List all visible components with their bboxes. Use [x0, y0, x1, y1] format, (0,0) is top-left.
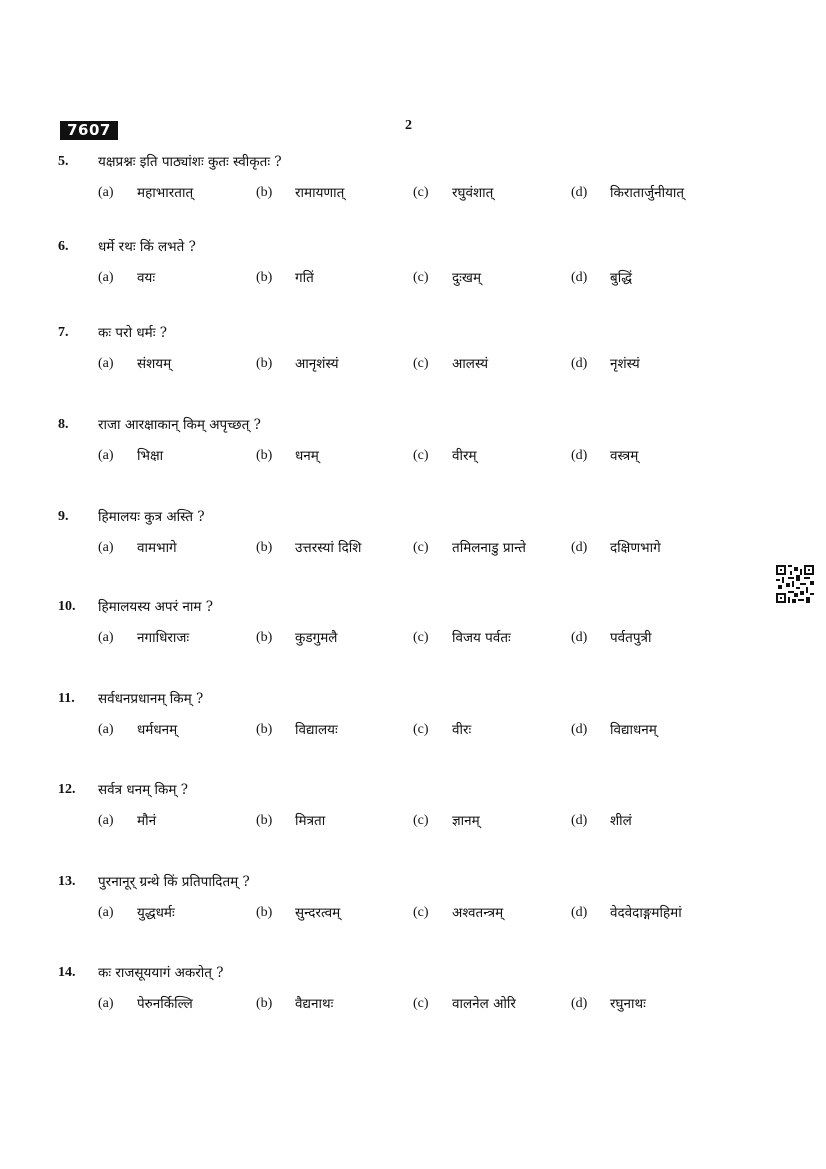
question-item: [0, 238, 826, 298]
option-text: अश्वतन्त्रम्: [452, 905, 504, 921]
option-text: धर्मधनम्: [137, 722, 178, 738]
option-text: तमिलनाडु प्रान्ते: [452, 540, 526, 556]
question-text: राजा आरक्षाकान् किम् अपृच्छत् ?: [98, 417, 261, 433]
option-label: (d): [571, 270, 588, 285]
option-text: रामायणात्: [295, 185, 345, 201]
option-text: आनृशंस्यं: [295, 356, 339, 372]
option-label: (a): [98, 630, 114, 645]
option-text: नगाधिराजः: [137, 630, 190, 646]
question-number: 12.: [58, 782, 76, 797]
question-number: 8.: [58, 417, 69, 432]
question-item: [0, 690, 826, 750]
option-text: शीलं: [610, 813, 632, 829]
question-number: 5.: [58, 154, 69, 169]
option-label: (c): [413, 813, 429, 828]
option-label: (b): [256, 813, 273, 828]
question-text: कः राजसूययागं अकरोत् ?: [98, 965, 224, 981]
option-label: (b): [256, 356, 273, 371]
option-text: ज्ञानम्: [452, 813, 480, 829]
option-label: (a): [98, 356, 114, 371]
option-label: (c): [413, 630, 429, 645]
question-text: सर्वत्र धनम् किम् ?: [98, 782, 189, 798]
option-label: (c): [413, 996, 429, 1011]
option-label: (a): [98, 813, 114, 828]
question-item: [0, 324, 826, 384]
option-text: पर्वतपुत्री: [610, 630, 652, 646]
question-text: धर्मे रथः किं लभते ?: [98, 239, 196, 255]
option-text: युद्धधर्मः: [137, 905, 175, 921]
option-label: (a): [98, 540, 114, 555]
question-item: [0, 598, 826, 658]
option-label: (d): [571, 996, 588, 1011]
option-text: वैद्यनाथः: [295, 996, 334, 1012]
option-label: (c): [413, 540, 429, 555]
paper-code-badge: 7607: [60, 121, 118, 140]
option-label: (b): [256, 185, 273, 200]
option-text: रघुवंशात्: [452, 185, 494, 201]
question-text: हिमालयः कुत्र अस्ति ?: [98, 509, 205, 525]
option-label: (d): [571, 905, 588, 920]
option-text: वालनेल ओरि: [452, 996, 516, 1012]
option-text: मित्रता: [295, 813, 326, 829]
option-label: (b): [256, 270, 273, 285]
option-label: (a): [98, 185, 114, 200]
option-label: (c): [413, 448, 429, 463]
option-text: संशयम्: [137, 356, 172, 372]
option-text: वेदवेदाङ्गमहिमां: [610, 905, 682, 921]
option-text: भिक्षा: [137, 448, 164, 464]
question-item: [0, 508, 826, 568]
option-label: (d): [571, 813, 588, 828]
question-text: पुरनानूर् ग्रन्थे किं प्रतिपादितम् ?: [98, 874, 250, 890]
option-text: वीरः: [452, 722, 472, 738]
option-label: (b): [256, 905, 273, 920]
qr-code-icon: [776, 565, 814, 603]
option-label: (a): [98, 722, 114, 737]
question-item: [0, 964, 826, 1024]
option-text: वामभागे: [137, 540, 177, 556]
option-label: (b): [256, 996, 273, 1011]
option-label: (b): [256, 722, 273, 737]
option-text: पेरुनर्किल्लि: [137, 996, 193, 1012]
option-text: विजय पर्वतः: [452, 630, 511, 646]
option-text: बुद्धिं: [610, 270, 632, 286]
option-text: वस्त्रम्: [610, 448, 639, 464]
option-label: (a): [98, 448, 114, 463]
question-number: 11.: [58, 691, 75, 706]
option-label: (c): [413, 722, 429, 737]
option-label: (a): [98, 996, 114, 1011]
option-label: (c): [413, 905, 429, 920]
question-number: 13.: [58, 874, 76, 889]
option-label: (d): [571, 356, 588, 371]
question-text: कः परो धर्मः ?: [98, 325, 167, 341]
option-text: नृशंस्यं: [610, 356, 640, 372]
option-label: (a): [98, 270, 114, 285]
question-text: हिमालयस्य अपरं नाम ?: [98, 599, 213, 615]
option-label: (d): [571, 185, 588, 200]
option-text: आलस्यं: [452, 356, 489, 372]
option-text: गतिं: [295, 270, 314, 286]
question-number: 14.: [58, 965, 76, 980]
question-number: 10.: [58, 599, 76, 614]
option-text: वीरम्: [452, 448, 477, 464]
option-label: (d): [571, 630, 588, 645]
option-label: (d): [571, 540, 588, 555]
option-text: धनम्: [295, 448, 319, 464]
page-number: 2: [405, 118, 412, 133]
option-text: दुःखम्: [452, 270, 482, 286]
option-text: विद्याधनम्: [610, 722, 657, 738]
option-label: (c): [413, 185, 429, 200]
option-text: मौनं: [137, 813, 157, 829]
option-label: (c): [413, 270, 429, 285]
option-text: किरातार्जुनीयात्: [610, 185, 685, 201]
option-label: (a): [98, 905, 114, 920]
option-text: उत्तरस्यां दिशि: [295, 540, 362, 556]
option-text: महाभारतात्: [137, 185, 194, 201]
option-label: (b): [256, 448, 273, 463]
option-text: दक्षिणभागे: [610, 540, 661, 556]
option-text: विद्यालयः: [295, 722, 338, 738]
question-text: यक्षप्रश्नः इति पाठ्यांशः कुतः स्वीकृतः ?: [98, 154, 282, 170]
option-label: (c): [413, 356, 429, 371]
question-item: [0, 416, 826, 476]
option-label: (b): [256, 540, 273, 555]
question-number: 6.: [58, 239, 69, 254]
question-item: [0, 781, 826, 841]
option-text: कुडगुमलै: [295, 630, 338, 646]
question-number: 7.: [58, 325, 69, 340]
question-item: [0, 873, 826, 933]
question-number: 9.: [58, 509, 69, 524]
option-label: (b): [256, 630, 273, 645]
question-text: सर्वधनप्रधानम् किम् ?: [98, 691, 204, 707]
option-label: (d): [571, 448, 588, 463]
question-item: [0, 153, 826, 213]
option-text: वयः: [137, 270, 156, 286]
option-label: (d): [571, 722, 588, 737]
option-text: रघुनाथः: [610, 996, 646, 1012]
option-text: सुन्दरत्वम्: [295, 905, 341, 921]
